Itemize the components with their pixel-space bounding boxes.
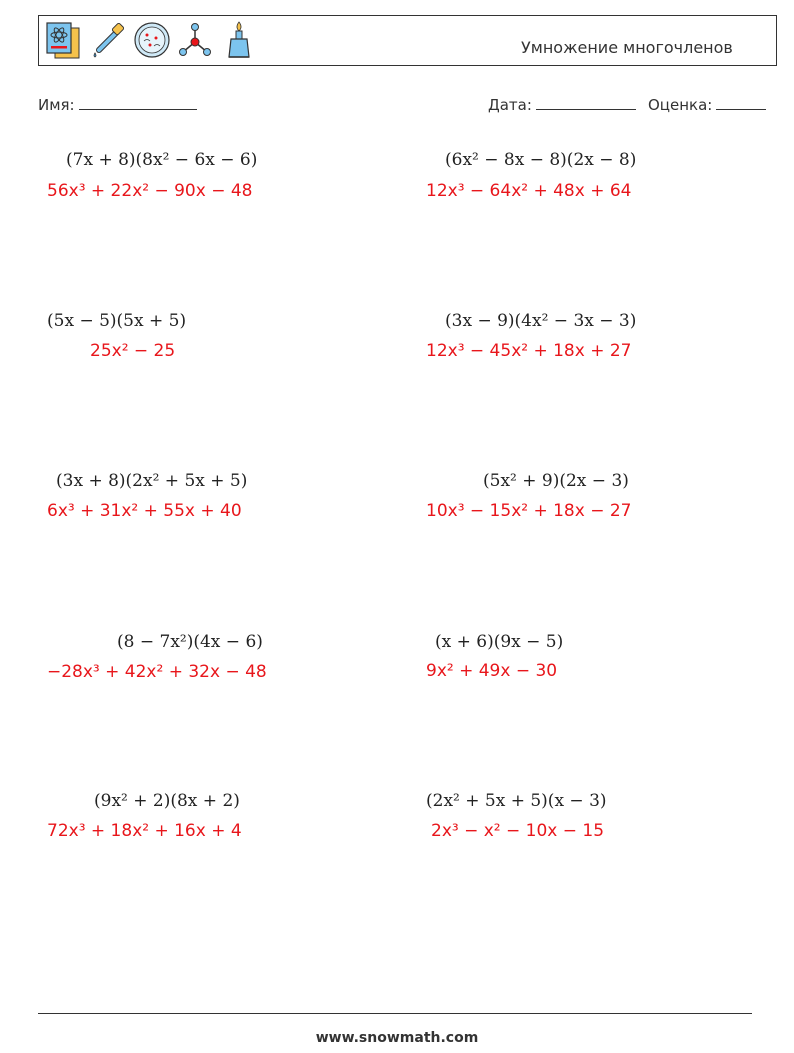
pipette-icon [89,20,129,60]
problem-answer: 12x³ − 64x² + 48x + 64 [426,181,632,201]
worksheet-title: Умножение многочленов [521,38,733,57]
grade-blank[interactable] [716,95,766,110]
petri-dish-icon [132,20,172,60]
problem-question: (3x − 9)(4x² − 3x − 3) [445,311,637,331]
date-blank[interactable] [536,95,636,110]
problem-answer: 12x³ − 45x² + 18x + 27 [426,341,632,361]
problem-question: (2x² + 5x + 5)(x − 3) [426,791,607,811]
name-label: Имя: [38,96,75,114]
atom-book-icon [43,20,83,60]
date-field[interactable] [488,95,636,114]
problem-question: (3x + 8)(2x² + 5x + 5) [56,471,248,491]
date-label: Дата: [488,96,532,114]
problem-answer: 72x³ + 18x² + 16x + 4 [47,821,242,841]
name-field[interactable] [38,95,197,114]
problem-question: (5x − 5)(5x + 5) [47,311,187,331]
grade-label: Оценка: [648,96,713,114]
problem-question: (9x² + 2)(8x + 2) [94,791,240,811]
problem-question: (6x² − 8x − 8)(2x − 8) [445,150,637,170]
problem-answer: 10x³ − 15x² + 18x − 27 [426,501,632,521]
burner-flask-icon [219,20,259,60]
problem-question: (7x + 8)(8x² − 6x − 6) [66,150,258,170]
problem-question: (5x² + 9)(2x − 3) [483,471,629,491]
problem-question: (x + 6)(9x − 5) [435,632,564,652]
problem-answer: 25x² − 25 [90,341,176,361]
footer-site-link[interactable]: www.snowmath.com [315,1030,479,1046]
problem-answer: 6x³ + 31x² + 55x + 40 [47,501,242,521]
molecule-icon [175,20,215,60]
footer-divider [38,1013,752,1014]
worksheet-header [38,15,777,66]
problem-question: (8 − 7x²)(4x − 6) [117,632,263,652]
grade-field[interactable] [648,95,766,114]
name-blank[interactable] [79,95,197,110]
problem-answer: 2x³ − x² − 10x − 15 [431,821,605,841]
problem-answer: 56x³ + 22x² − 90x − 48 [47,181,253,201]
problem-answer: 9x² + 49x − 30 [426,661,558,681]
problem-answer: −28x³ + 42x² + 32x − 48 [47,662,267,682]
